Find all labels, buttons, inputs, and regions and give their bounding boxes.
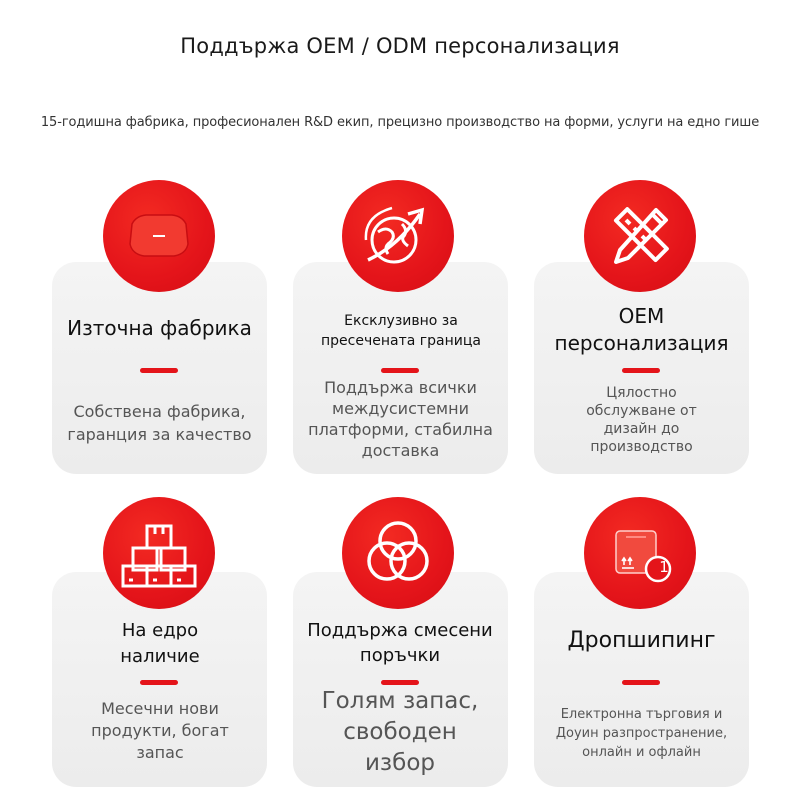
card-description: Цялостно обслужване от дизайн до производство — [586, 385, 697, 455]
card-divider — [381, 368, 419, 373]
card-description: Електронна търговия и Доуин разпространение, онлайн и офлайн — [555, 707, 728, 760]
card-title: OEM персонализация — [554, 304, 729, 355]
globe-arrow-icon — [342, 180, 454, 292]
card-description: Собствена фабрика, гаранция за качество — [67, 402, 252, 444]
box-icon — [103, 180, 215, 292]
page-subtitle: 15-годишна фабрика, професионален R&D екип, прецизно производство на форми, услуги на едно гише — [40, 115, 760, 130]
card-divider — [140, 368, 178, 373]
card-description: Месечни нови продукти, богат запас — [91, 699, 229, 762]
stacked-boxes-icon — [103, 497, 215, 609]
card-title: Поддържа смесени поръчки — [307, 620, 493, 666]
card-title: Ексклузивно за пресечената граница — [321, 313, 481, 349]
card-divider — [622, 368, 660, 373]
pencil-ruler-icon — [584, 180, 696, 292]
page-title: Поддържа OEM / ODM персонализация — [180, 34, 620, 58]
card-divider — [622, 680, 660, 685]
card-description: Поддържа всички междусистемни платформи, стабилна доставка — [308, 378, 493, 460]
card-description: Голям запас, свободен избор — [321, 688, 479, 776]
card-divider — [381, 680, 419, 685]
package-count-badge: 1 — [659, 558, 669, 576]
card-title: Източна фабрика — [67, 316, 252, 340]
package-one-icon — [584, 497, 696, 609]
card-divider — [140, 680, 178, 685]
overlapping-circles-icon — [342, 497, 454, 609]
card-title: На едро наличие — [120, 620, 200, 667]
card-title: Дропшипинг — [567, 628, 716, 653]
